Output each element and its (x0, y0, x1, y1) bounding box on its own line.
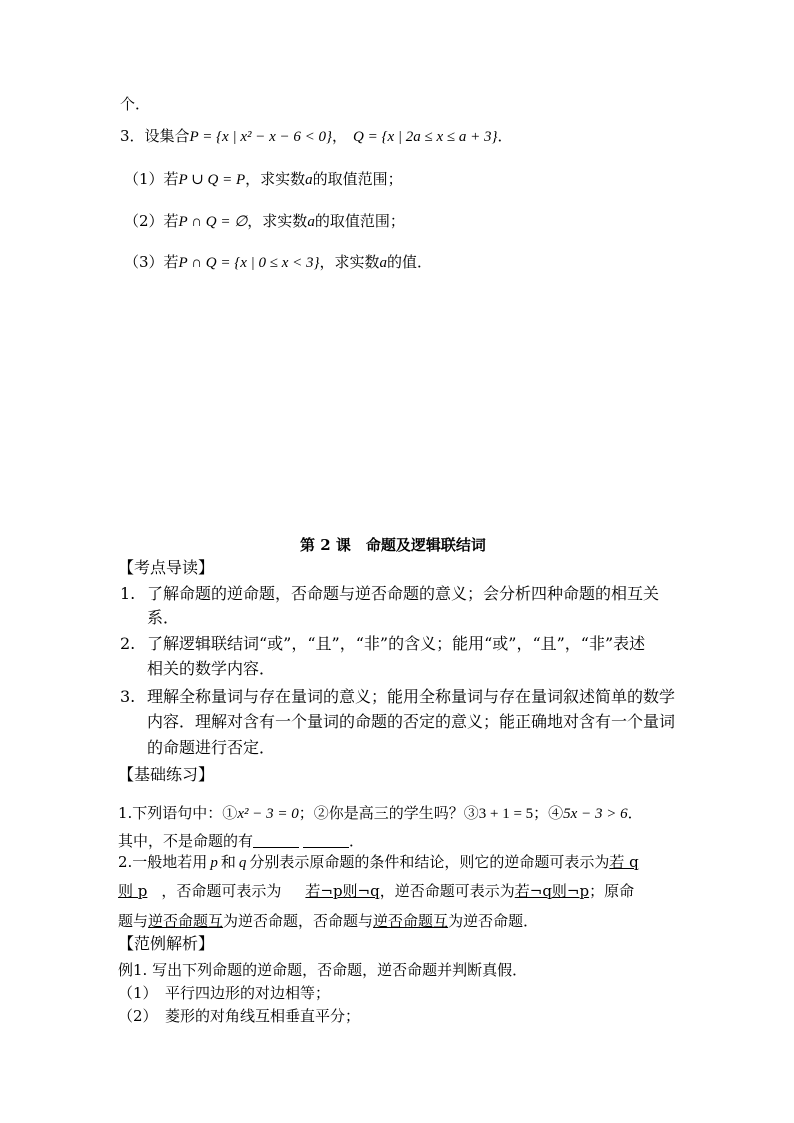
exercise-2-line-3 (118, 911, 538, 931)
question-3 (120, 126, 513, 147)
condition: P ∩ Q = ∅ (178, 214, 248, 230)
exercise-2-text-7: 为逆否命题． (448, 912, 539, 930)
set-q-definition: Q = {x | 2a ≤ x ≤ a + 3} (353, 129, 498, 145)
conjunction: 和 (220, 853, 236, 871)
condition: P ∪ Q = P (178, 172, 246, 188)
example-1-item-1: （1） 平行四边形的对边相等； (118, 984, 331, 1002)
guide-heading: 【考点导读】 (118, 558, 215, 577)
basic-practice-heading: 【基础练习】 (118, 765, 215, 784)
exercise-1-intro: 1.下列语句中：① (118, 804, 238, 822)
answer-relation-1: 逆否命题互 (148, 912, 224, 930)
guide-item-1-line-2: 系． (147, 608, 180, 627)
prompt-text: ，求实数 (247, 212, 308, 230)
exercise-2-text-6: 为逆否命题，否命题与 (223, 912, 374, 930)
variable-p: p (210, 855, 218, 871)
math-statement-3: 3 + 1 = 5 (478, 806, 534, 822)
exercise-1 (118, 803, 643, 824)
prompt-tail: 的取值范围； (312, 170, 403, 188)
variable: a (379, 255, 388, 271)
exercise-1-text: ；②你是高三的学生吗？③ (298, 804, 479, 822)
prompt-tail: 的取值范围； (314, 212, 405, 230)
part-label: （1）若 (124, 170, 179, 188)
part-label: （3）若 (124, 253, 179, 271)
answer-converse-part-2: 则 p (118, 882, 148, 900)
answer-inverse: 若¬p则¬q (305, 882, 380, 900)
exercise-2-intro: 2.一般地若用 (118, 853, 208, 871)
prompt-text: ，求实数 (245, 170, 306, 188)
question-3-part-2 (124, 211, 405, 232)
guide-item-3-line-2: 内容．理解对含有一个量词的命题的否定的意义；能正确地对含有一个量词 (147, 712, 676, 731)
guide-item-1-line-1: 了解命题的逆命题，否命题与逆否命题的意义；会分析四种命题的相互关 (147, 584, 660, 603)
exercise-2-text-3: ，逆否命题可表示为 (379, 882, 515, 900)
prompt-tail: 的值． (387, 253, 433, 271)
guide-item-3-line-1: 理解全称量词与存在量词的意义；能用全称量词与存在量词叙述简单的数学 (147, 687, 676, 706)
separator: ， (332, 127, 348, 145)
answer-relation-2: 逆否命题互 (373, 912, 449, 930)
question-3-part-1 (124, 169, 403, 190)
example-1-item-2: （2） 菱形的对角线互相垂直平分； (118, 1007, 361, 1025)
exercise-1-text-2: ；④ (533, 804, 564, 822)
answer-contrapositive: 若¬q则¬p (514, 882, 590, 900)
prompt-text: ，求实数 (319, 253, 380, 271)
variable-q: q (238, 855, 247, 871)
guide-item-2-line-1: 了解逻辑联结词“或”，“且”，“非”的含义；能用“或”，“且”，“非”表述 (147, 634, 646, 653)
condition: P ∩ Q = {x | 0 ≤ x < 3} (178, 255, 320, 271)
exercise-2-text-4: ；原命 (589, 882, 635, 900)
period: ． (627, 804, 643, 822)
guide-item-1-number: 1. (120, 584, 136, 603)
exercise-1-prompt: 其中，不是命题的有 (118, 832, 254, 850)
guide-item-2-line-2: 相关的数学内容． (147, 659, 276, 678)
variable: a (305, 172, 313, 188)
question-3-part-3 (124, 252, 432, 273)
answer-blank-1[interactable] (253, 833, 299, 848)
guide-item-2-number: 2. (120, 634, 136, 653)
answer-blank-2[interactable] (303, 833, 349, 848)
exercise-1-question (118, 831, 364, 851)
question-3-label: 3．设集合 (120, 127, 190, 145)
guide-item-3-number: 3. (120, 687, 136, 706)
variable: a (307, 214, 315, 230)
set-p-definition: P = {x | x² − x − 6 < 0} (189, 129, 333, 145)
guide-item-3-line-3: 的命题进行否定． (147, 738, 276, 757)
continued-text: 个． (120, 95, 151, 113)
answer-converse-part-1: 若 q (609, 853, 639, 871)
period: ． (349, 832, 365, 850)
example-1-title: 例1. 写出下列命题的逆命题，否命题，逆否命题并判断真假． (118, 961, 528, 979)
part-label: （2）若 (124, 212, 179, 230)
lesson-title: 第 2 课 命题及逻辑联结词 (300, 536, 486, 554)
period: ． (497, 127, 513, 145)
math-statement-1: x² − 3 = 0 (237, 806, 299, 822)
exercise-2-line-2 (118, 881, 634, 901)
exercise-2-line-1 (118, 852, 639, 873)
exercise-2-text-2: ，否命题可表示为 (161, 882, 282, 900)
examples-heading: 【范例解析】 (118, 934, 215, 953)
math-statement-4: 5x − 3 > 6 (563, 806, 628, 822)
exercise-2-text-5: 题与 (118, 912, 149, 930)
exercise-2-text: 分别表示原命题的条件和结论，则它的逆命题可表示为 (249, 853, 610, 871)
